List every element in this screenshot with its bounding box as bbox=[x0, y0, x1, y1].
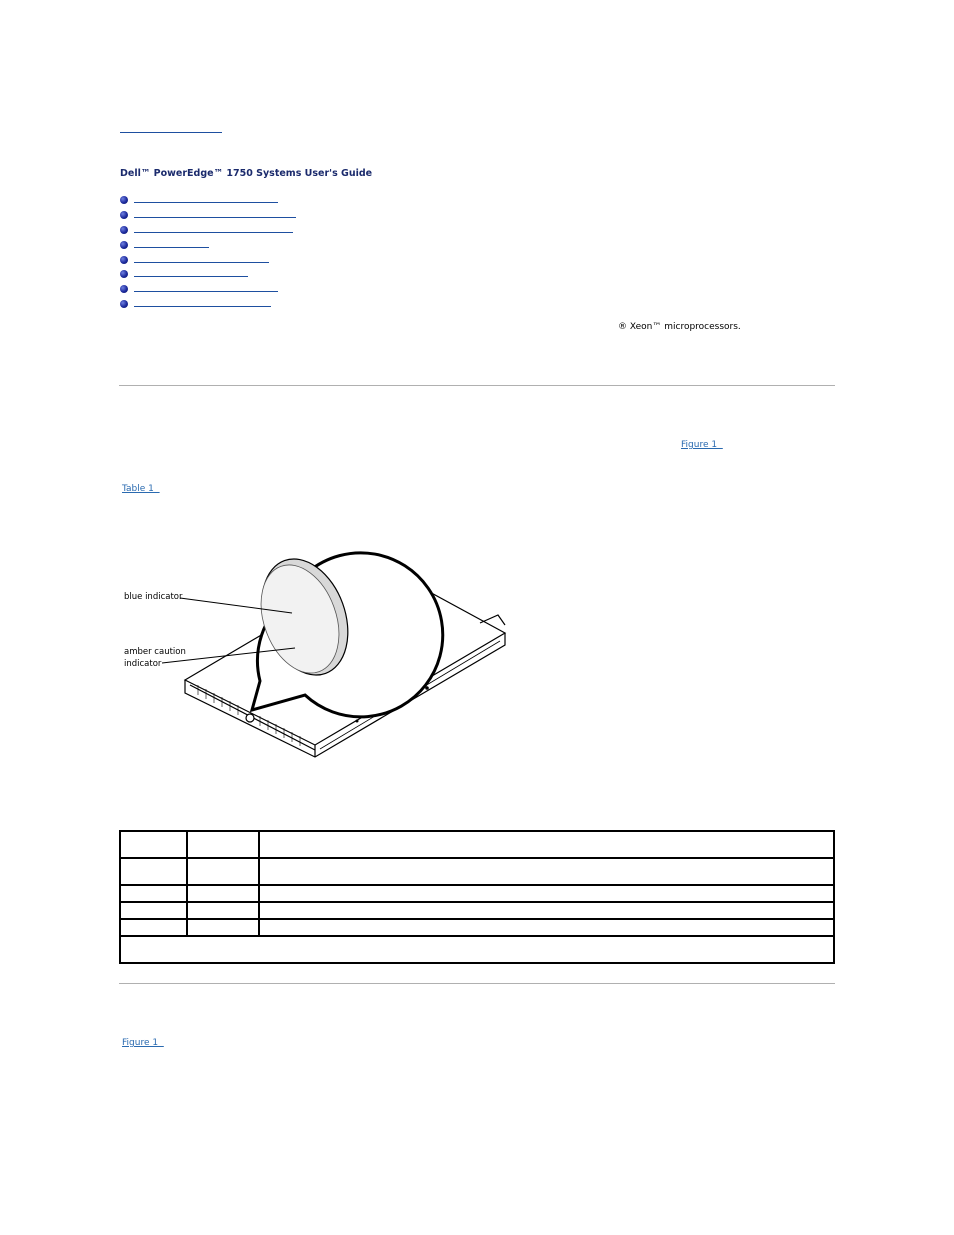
toc-link[interactable] bbox=[134, 276, 248, 277]
table-row bbox=[120, 831, 834, 858]
bullet-icon bbox=[120, 226, 128, 234]
toc-link[interactable] bbox=[134, 291, 278, 292]
toc-link[interactable] bbox=[134, 202, 278, 203]
section-divider bbox=[119, 385, 835, 386]
bullet-icon bbox=[120, 241, 128, 249]
label-amber-line1: amber caution bbox=[124, 647, 186, 657]
bullet-icon bbox=[120, 211, 128, 219]
label-amber-line2: indicator bbox=[124, 659, 162, 669]
page-title: Dell™ PowerEdge™ 1750 Systems User's Guide bbox=[120, 168, 373, 179]
table-row bbox=[120, 858, 834, 885]
figure-link[interactable]: Figure 1 bbox=[681, 440, 723, 450]
bullet-icon bbox=[120, 300, 128, 308]
toc-link[interactable] bbox=[134, 306, 271, 307]
table-row bbox=[120, 902, 834, 919]
figure-link-bottom[interactable]: Figure 1 bbox=[122, 1038, 164, 1048]
section-divider bbox=[119, 983, 835, 984]
xeon-text: ® Xeon™ microprocessors. bbox=[618, 322, 741, 332]
bullet-icon bbox=[120, 270, 128, 278]
indicator-figure bbox=[120, 545, 520, 795]
toc-link[interactable] bbox=[134, 262, 269, 263]
table-row bbox=[120, 919, 834, 936]
bullet-icon bbox=[120, 196, 128, 204]
bullet-icon bbox=[120, 256, 128, 264]
table-link[interactable]: Table 1 bbox=[122, 484, 160, 494]
table-row bbox=[120, 936, 834, 963]
table-row bbox=[120, 885, 834, 902]
top-link[interactable] bbox=[120, 124, 222, 133]
toc-link[interactable] bbox=[134, 247, 209, 248]
toc-link[interactable] bbox=[134, 232, 293, 233]
toc-link[interactable] bbox=[134, 217, 296, 218]
label-blue-indicator: blue indicator bbox=[124, 592, 183, 602]
indicator-table bbox=[119, 830, 835, 964]
bullet-icon bbox=[120, 285, 128, 293]
